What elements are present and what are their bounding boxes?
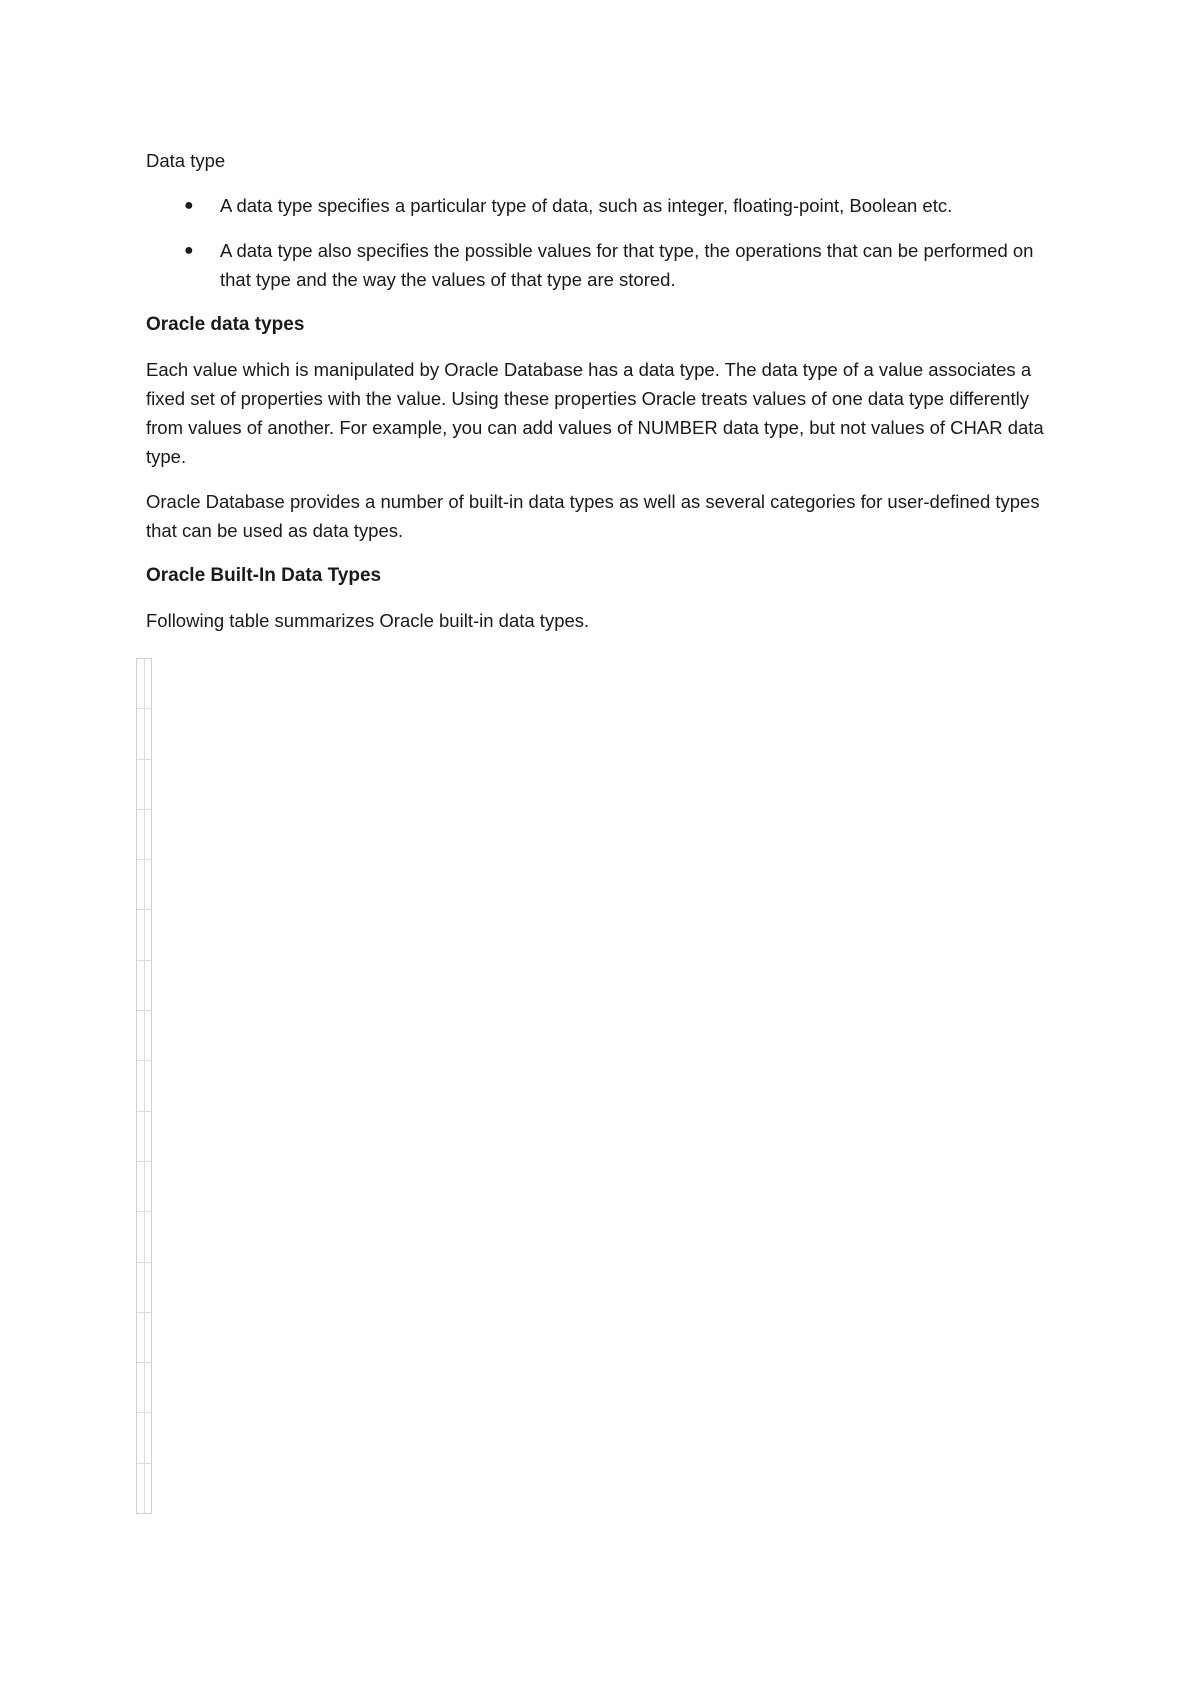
bullet-list	[146, 191, 1066, 294]
list-item	[146, 191, 1066, 220]
table-row	[137, 910, 151, 960]
table-cell	[145, 1313, 152, 1362]
table-cell	[137, 1263, 145, 1312]
table-cell	[145, 1464, 152, 1513]
table-cell	[137, 1363, 145, 1412]
table-row	[137, 1413, 151, 1463]
bullet-text: A data type specifies a particular type of data, such as integer, floating-point, Boolean etc.	[220, 195, 953, 216]
table-cell	[145, 1413, 152, 1462]
table-cell	[145, 860, 152, 909]
table-row	[137, 760, 151, 810]
section-heading-oracle-data-types: Oracle data types	[146, 314, 305, 335]
table-row	[137, 1464, 151, 1513]
table-cell	[137, 1011, 145, 1060]
table-cell	[145, 910, 152, 959]
table-cell	[137, 1464, 145, 1513]
table-cell	[145, 1363, 152, 1412]
table-cell	[137, 1313, 145, 1362]
table-cell	[137, 709, 145, 758]
table-cell	[145, 659, 152, 708]
bullet-icon: ●	[184, 197, 194, 214]
table-row	[137, 860, 151, 910]
table-cell	[137, 1162, 145, 1211]
list-item	[146, 236, 1066, 294]
bullet-text: A data type also specifies the possible values for that type, the operations that can be performed on that type and the way the values of that type are stored.	[220, 240, 1034, 290]
table-cell	[137, 860, 145, 909]
table-row	[137, 1011, 151, 1061]
table-cell	[145, 810, 152, 859]
table-row	[137, 1263, 151, 1313]
table-row	[137, 659, 151, 709]
paragraph: Oracle Database provides a number of built-in data types as well as several categories for user-defined types that can be used as data types.	[146, 491, 1040, 541]
table-cell	[137, 1212, 145, 1261]
table-row	[137, 1363, 151, 1413]
table-row	[137, 1313, 151, 1363]
table-cell	[137, 1112, 145, 1161]
table-row	[137, 1212, 151, 1262]
paragraph: Following table summarizes Oracle built-in data types.	[146, 610, 590, 631]
table-cell	[145, 1061, 152, 1110]
table-cell	[137, 659, 145, 708]
table-cell	[137, 1061, 145, 1110]
table-row	[137, 1061, 151, 1111]
table-cell	[137, 810, 145, 859]
table-cell	[145, 1162, 152, 1211]
table-row	[137, 709, 151, 759]
table-row	[137, 810, 151, 860]
table-cell	[145, 1112, 152, 1161]
table-cell	[137, 961, 145, 1010]
intro-label: Data type	[146, 150, 226, 171]
table-cell	[145, 1011, 152, 1060]
table-cell	[145, 760, 152, 809]
table-cell	[145, 961, 152, 1010]
document-body	[146, 146, 1066, 651]
table-cell	[137, 1413, 145, 1462]
section-heading-built-in-data-types: Oracle Built-In Data Types	[146, 565, 382, 586]
paragraph: Each value which is manipulated by Oracle Database has a data type. The data type of a value associates a fixed set of properties with the value. Using these properties Oracle treats values of one data type differently from values of another. For example, you can add values of NUMBER data type, but not values of CHAR data type.	[146, 359, 1044, 467]
table-cell	[145, 709, 152, 758]
empty-table	[136, 658, 152, 1514]
table-cell	[145, 1263, 152, 1312]
table-row	[137, 1112, 151, 1162]
table-cell	[145, 1212, 152, 1261]
table-row	[137, 1162, 151, 1212]
table-cell	[137, 910, 145, 959]
table-cell	[137, 760, 145, 809]
bullet-icon: ●	[184, 242, 194, 259]
table-row	[137, 961, 151, 1011]
